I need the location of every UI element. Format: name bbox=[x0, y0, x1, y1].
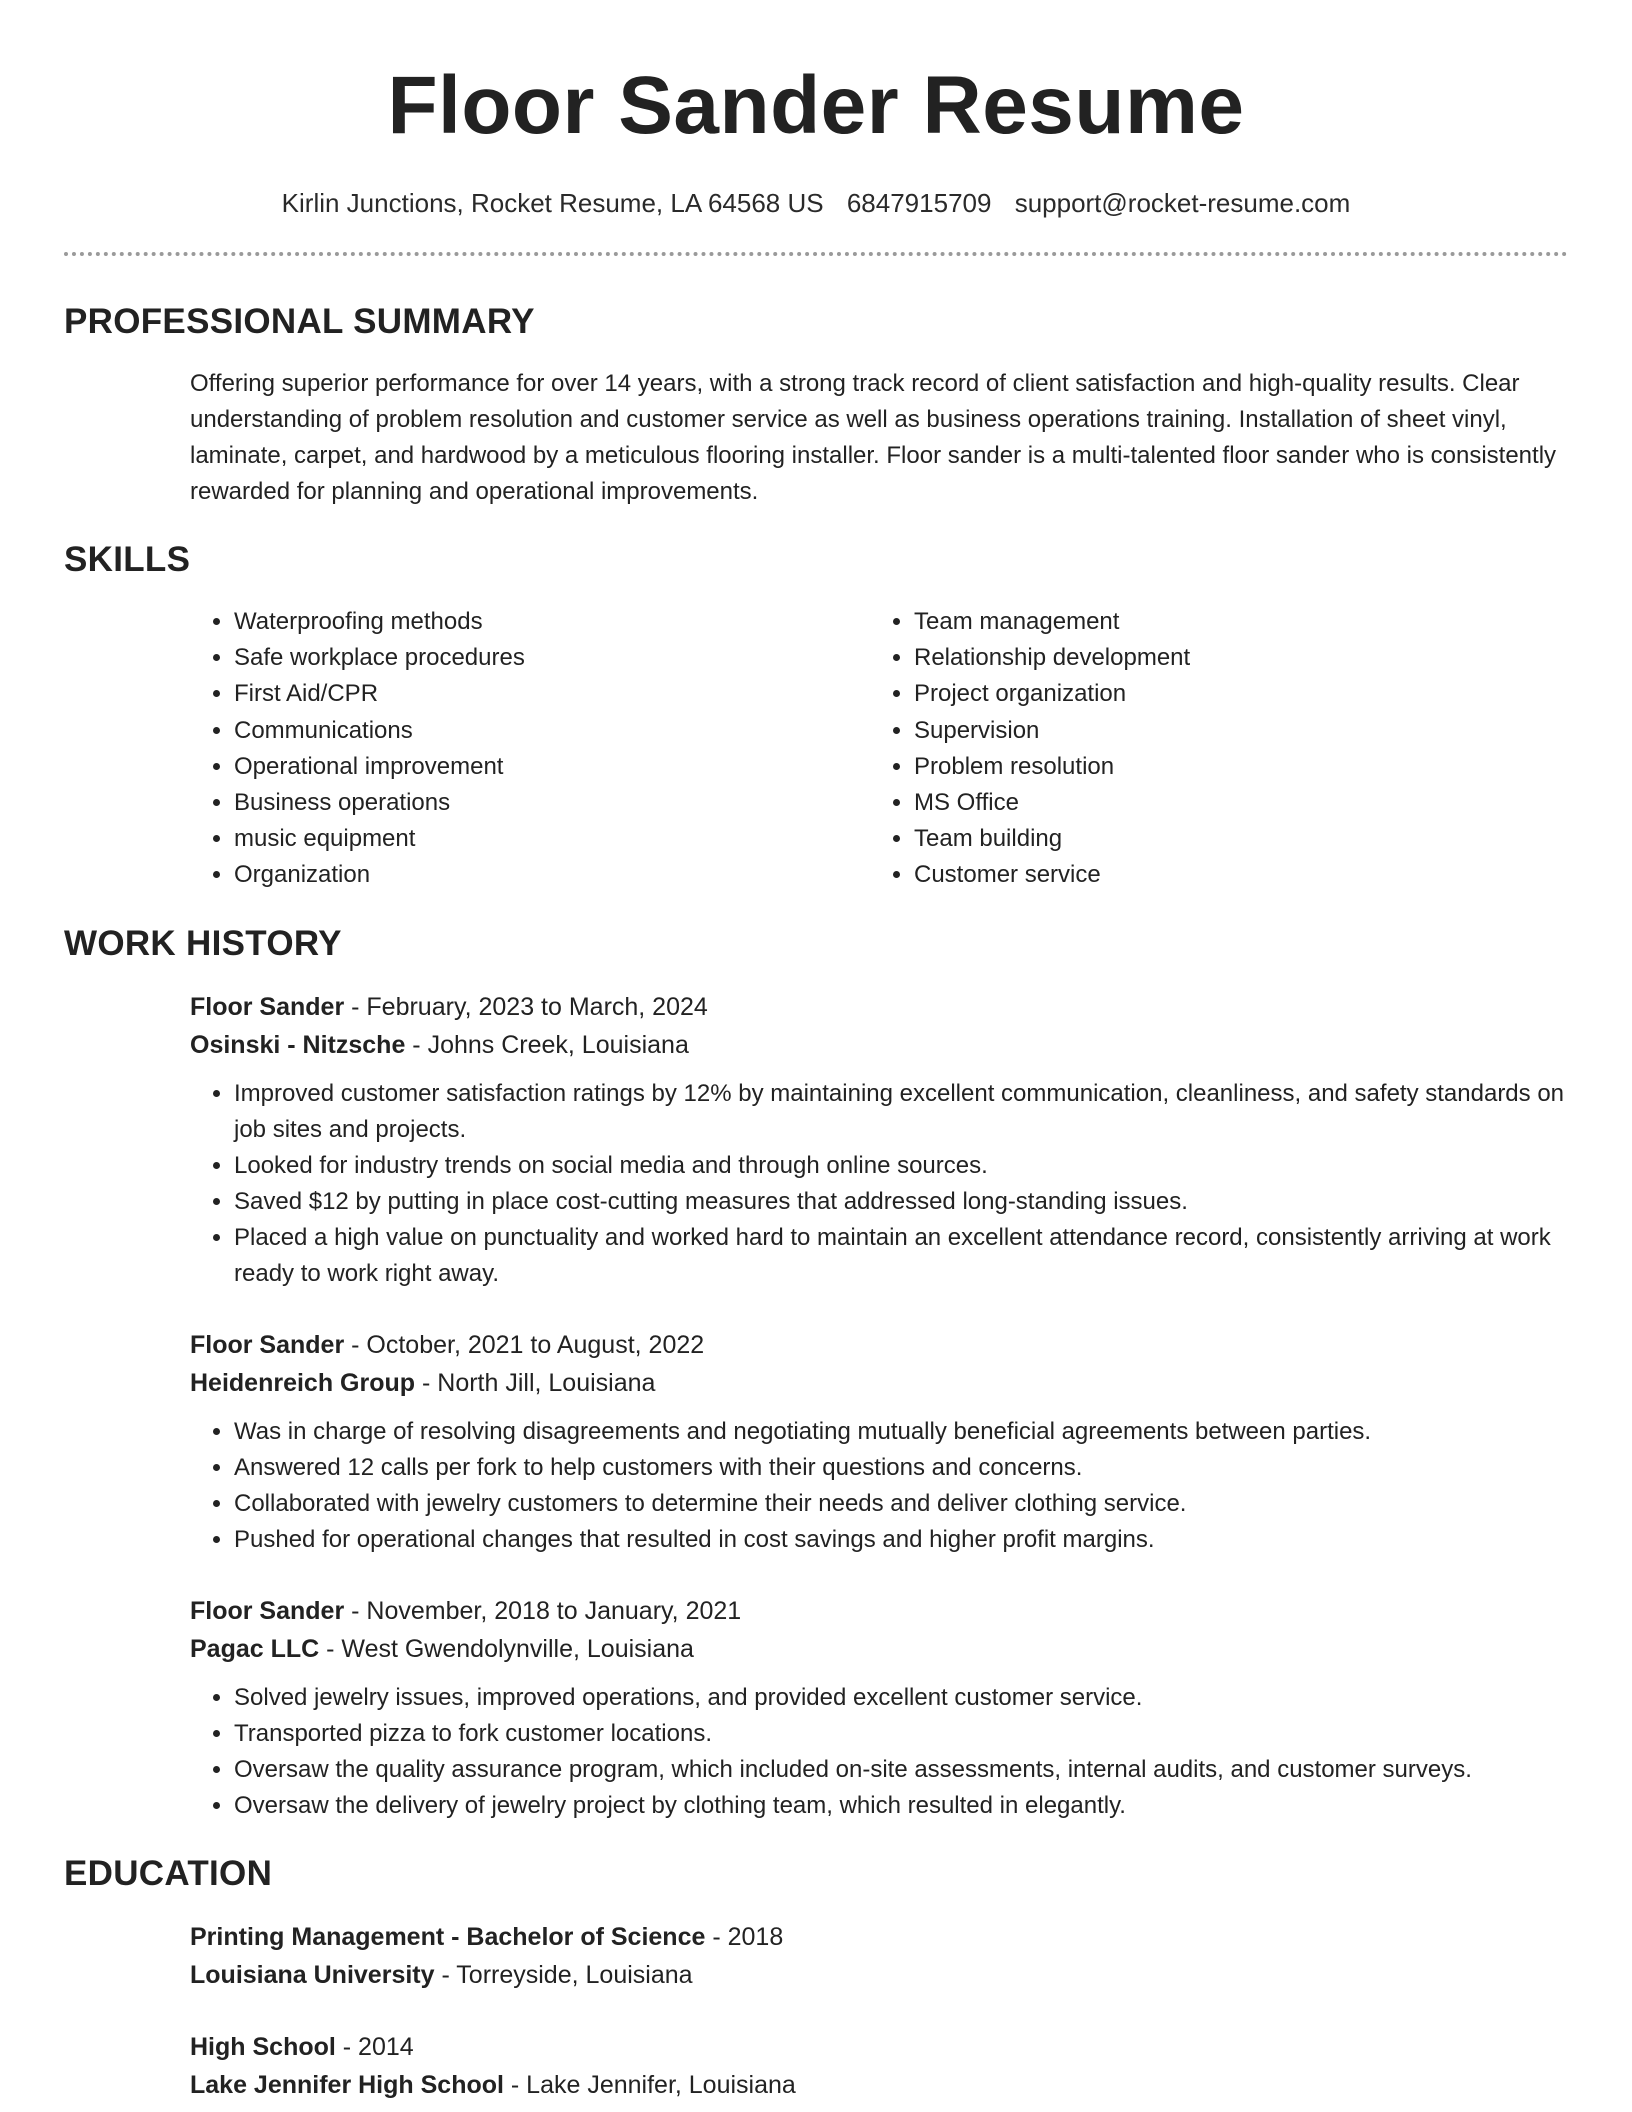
skill-item: • MS Office bbox=[914, 785, 1550, 821]
job-company: Osinski - Nitzsche bbox=[190, 1030, 406, 1059]
job-bullets bbox=[190, 1076, 1568, 1292]
education-year: - 2018 bbox=[705, 1922, 784, 1951]
skill-item: • Communications bbox=[234, 713, 870, 749]
job-bullet: • Placed a high value on punctuality and worked hard to maintain an excellent attendance record, consistently arriving at work ready to work right away. bbox=[234, 1220, 1568, 1292]
skill-item: • Customer service bbox=[914, 857, 1550, 893]
education-degree: High School bbox=[190, 2032, 336, 2061]
job-company: Heidenreich Group bbox=[190, 1368, 416, 1397]
section-heading-work-history: WORK HISTORY bbox=[64, 923, 342, 963]
contact-phone: 6847915709 bbox=[846, 188, 992, 218]
education-degree-line bbox=[190, 1918, 1568, 1956]
job-company: Pagac LLC bbox=[190, 1634, 320, 1663]
skill-item: • Safe workplace procedures bbox=[234, 640, 870, 676]
job-title: Floor Sander bbox=[190, 1596, 345, 1625]
job-entry bbox=[190, 1326, 1568, 1558]
resume-title: Floor Sander Resume bbox=[387, 60, 1245, 151]
job-location: - North Jill, Louisiana bbox=[415, 1368, 656, 1397]
job-title-line bbox=[190, 1592, 1568, 1630]
job-entry bbox=[190, 1592, 1568, 1824]
header-divider bbox=[64, 252, 1568, 256]
contact-email: support@rocket-resume.com bbox=[1014, 188, 1351, 218]
section-heading-summary: PROFESSIONAL SUMMARY bbox=[64, 302, 535, 341]
skill-item: • First Aid/CPR bbox=[234, 676, 870, 712]
skill-item: • Operational improvement bbox=[234, 749, 870, 785]
job-bullet: • Oversaw the delivery of jewelry project by clothing team, which resulted in elegantly. bbox=[234, 1788, 1568, 1824]
job-company-line bbox=[190, 1364, 1568, 1402]
job-company-line bbox=[190, 1630, 1568, 1668]
job-bullet: • Saved $12 by putting in place cost-cutting measures that addressed long-standing issues. bbox=[234, 1184, 1568, 1220]
education-school-line bbox=[190, 2066, 1568, 2104]
education-year: - 2014 bbox=[335, 2032, 414, 2061]
job-bullet: • Answered 12 calls per fork to help customers with their questions and concerns. bbox=[234, 1450, 1568, 1486]
skill-item: • Organization bbox=[234, 857, 870, 893]
job-bullets bbox=[190, 1414, 1568, 1558]
contact-address: Kirlin Junctions, Rocket Resume, LA 64568 US bbox=[281, 188, 824, 218]
job-bullet: • Was in charge of resolving disagreements and negotiating mutually beneficial agreements between parties. bbox=[234, 1414, 1568, 1450]
section-heading-skills: SKILLS bbox=[64, 540, 191, 579]
skill-item: • Project organization bbox=[914, 676, 1550, 712]
job-dates: - October, 2021 to August, 2022 bbox=[344, 1330, 705, 1359]
skill-item: • Problem resolution bbox=[914, 749, 1550, 785]
skill-item: • Business operations bbox=[234, 785, 870, 821]
skill-item: • music equipment bbox=[234, 821, 870, 857]
job-location: - Johns Creek, Louisiana bbox=[405, 1030, 689, 1059]
summary-text: Offering superior performance for over 14 years, with a strong track record of client satisfaction and high-quality results. Clear understanding of problem resolution and customer service as well as business operations training. Installation of sheet vinyl, laminate, carpet, and hardwood by a meticulous flooring installer. Floor sander is a multi-talented floor sander who is consistently rewarded for planning and operational improvements. bbox=[190, 370, 1557, 505]
education-entry bbox=[190, 2028, 1568, 2104]
skill-item: • Waterproofing methods bbox=[234, 604, 870, 640]
education-entry bbox=[190, 1918, 1568, 1994]
job-dates: - February, 2023 to March, 2024 bbox=[344, 992, 708, 1021]
education-degree: Printing Management - Bachelor of Science bbox=[190, 1922, 706, 1951]
skills-column-right bbox=[870, 604, 1550, 894]
contact-line bbox=[64, 186, 1568, 220]
job-title: Floor Sander bbox=[190, 992, 345, 1021]
job-bullet: • Pushed for operational changes that resulted in cost savings and higher profit margins. bbox=[234, 1522, 1568, 1558]
skill-item: • Team management bbox=[914, 604, 1550, 640]
skills-column-left bbox=[190, 604, 870, 894]
skill-item: • Supervision bbox=[914, 713, 1550, 749]
job-title-line bbox=[190, 988, 1568, 1026]
job-bullet: • Solved jewelry issues, improved operations, and provided excellent customer service. bbox=[234, 1680, 1568, 1716]
job-bullet: • Improved customer satisfaction ratings by 12% by maintaining excellent communication, cleanliness, and safety standards on job sites and projects. bbox=[234, 1076, 1568, 1148]
education-school: Louisiana University bbox=[190, 1960, 435, 1989]
job-title-line bbox=[190, 1326, 1568, 1364]
education-location: - Torreyside, Louisiana bbox=[434, 1960, 693, 1989]
skill-item: • Team building bbox=[914, 821, 1550, 857]
education-school: Lake Jennifer High School bbox=[190, 2070, 504, 2099]
skill-item: • Relationship development bbox=[914, 640, 1550, 676]
job-title: Floor Sander bbox=[190, 1330, 345, 1359]
job-location: - West Gwendolynville, Louisiana bbox=[319, 1634, 694, 1663]
job-entry bbox=[190, 988, 1568, 1292]
job-bullet: • Oversaw the quality assurance program, which included on-site assessments, internal audits, and customer surveys. bbox=[234, 1752, 1568, 1788]
section-heading-education: EDUCATION bbox=[64, 1853, 273, 1893]
skills-list bbox=[190, 604, 1568, 894]
job-bullet: • Collaborated with jewelry customers to determine their needs and deliver clothing service. bbox=[234, 1486, 1568, 1522]
education-degree-line bbox=[190, 2028, 1568, 2066]
education-location: - Lake Jennifer, Louisiana bbox=[503, 2070, 796, 2099]
job-company-line bbox=[190, 1026, 1568, 1064]
job-dates: - November, 2018 to January, 2021 bbox=[344, 1596, 742, 1625]
job-bullet: • Looked for industry trends on social media and through online sources. bbox=[234, 1148, 1568, 1184]
education-school-line bbox=[190, 1956, 1568, 1994]
job-bullet: • Transported pizza to fork customer locations. bbox=[234, 1716, 1568, 1752]
job-bullets bbox=[190, 1680, 1568, 1824]
